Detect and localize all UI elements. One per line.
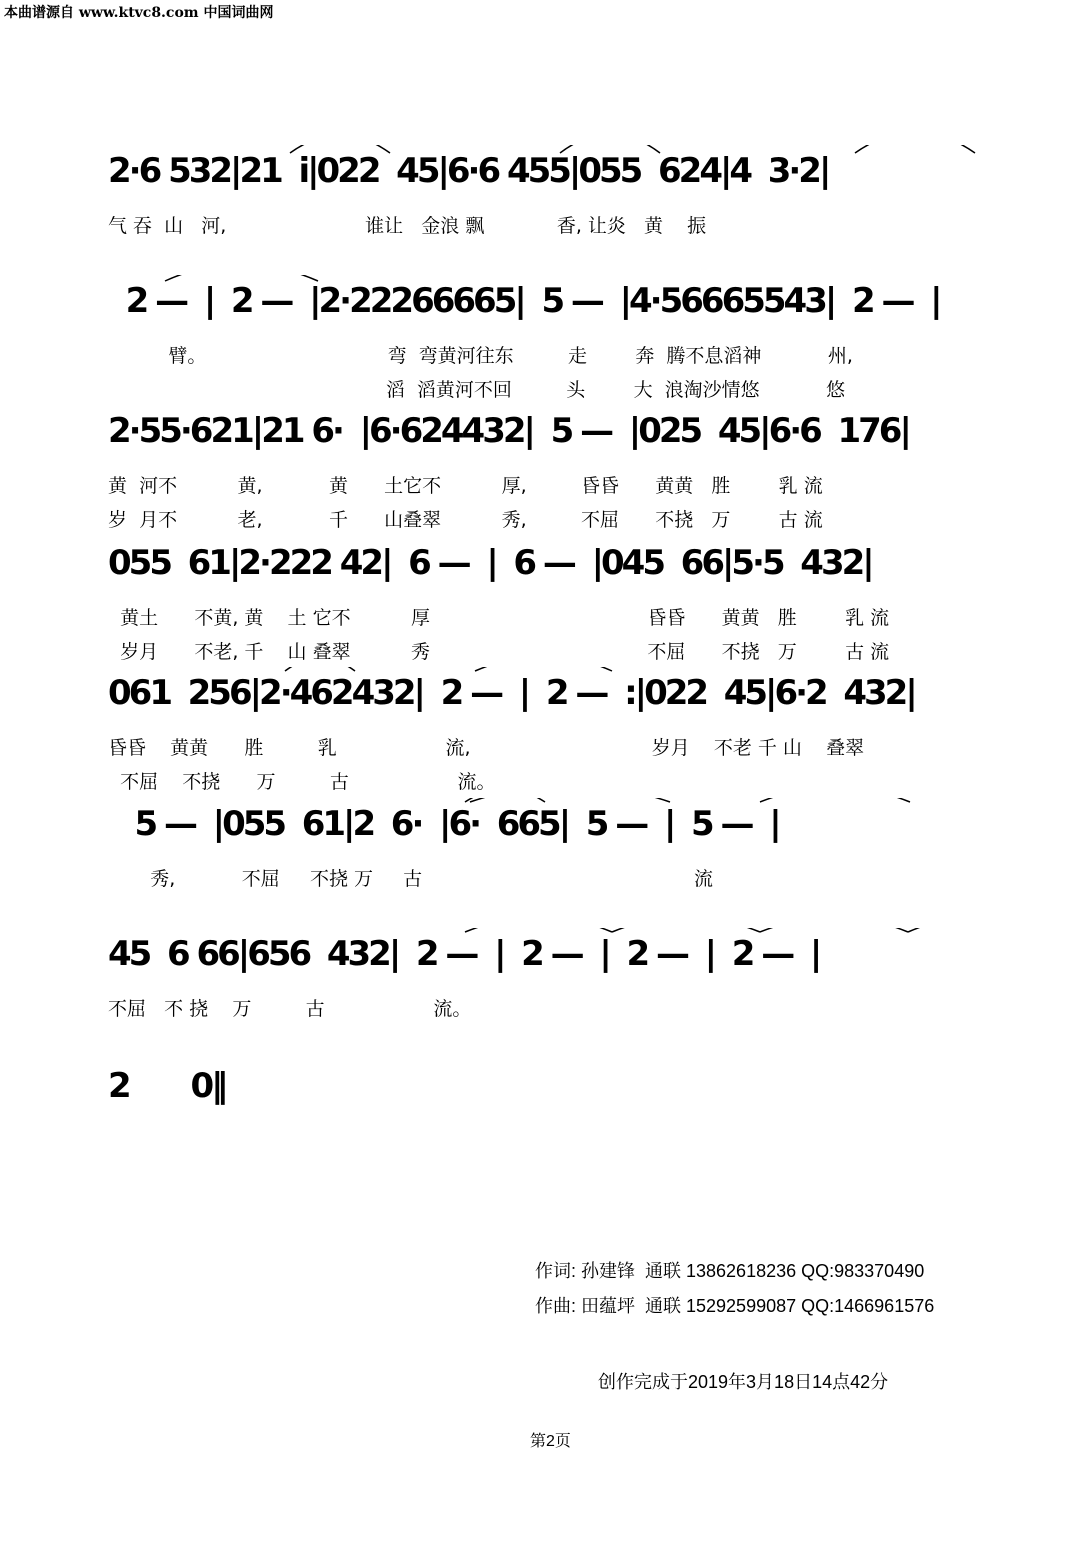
lyric-line: 臂。 弯 弯黄河往东 走 奔 腾不息滔神 州, [108, 345, 853, 367]
lyric-line: 不屈 不 挠 万 古 流。 [108, 998, 472, 1020]
lyric-line: 气 吞 山 河, 谁让 金浪 飘 香, 让炎 黄 振 [108, 215, 707, 237]
lyric-line: 岁 月不 老, 千 山叠翠 秀, 不屈 不挠 万 古 流 [108, 509, 823, 531]
lyric-line: 昏昏 黄黄 胜 乳 流, 岁月 不老 千 山 叠翠 [108, 737, 865, 759]
lyric-line: 黄土 不黄, 黄 土 它不 厚 昏昏 黄黄 胜 乳 流 [108, 607, 890, 629]
completion-date: 创作完成于2019年3月18日14点42分 [598, 1372, 889, 1392]
notation-line: 5 — |055 61|2 6· |6· 665| 5 — | 5 — | [108, 804, 779, 844]
lyric-line: 秀, 不屈 不挠 万 古 流 [108, 868, 713, 890]
notation-line: 45 6 66|656 432| 2 — | 2 — | 2 — | 2 — | [108, 934, 820, 974]
score-system-1 [0, 145, 1080, 245]
score-system-2 [0, 275, 1080, 405]
score-system-6 [0, 798, 1080, 898]
score-system-7 [0, 928, 1080, 1028]
score-system-3 [0, 405, 1080, 535]
notation-line: 055 61|2·222 42| 6 — | 6 — |045 66|5·5 432| [108, 543, 872, 583]
notation-line: 2 0‖ [108, 1066, 226, 1106]
notation-line: 2·6 532|21 i|022 45|6·6 455|055 624|4 3·2| [108, 151, 829, 191]
score-system-5 [0, 667, 1080, 797]
lyric-line: 滔 滔黄河不回 头 大 浪淘沙情悠 悠 [108, 379, 846, 401]
notation-line: 2 — | 2 — |2·22266665| 5 — |4·56665543| 2 — | [108, 281, 940, 321]
score-system-8 [0, 1060, 1080, 1120]
lyricist-credit: 作词: 孙建锋 通联 13862618236 QQ:983370490 [535, 1261, 925, 1281]
lyric-line: 黄 河不 黄, 黄 土它不 厚, 昏昏 黄黄 胜 乳 流 [108, 475, 823, 497]
notation-line: 061 256|2·462432| 2 — | 2 — :|022 45|6·2 432| [108, 673, 915, 713]
composer-credit: 作曲: 田蕴坪 通联 15292599087 QQ:1466961576 [535, 1296, 935, 1316]
score-system-4 [0, 537, 1080, 667]
site-source-header: 本曲谱源自 www.ktvc8.com 中国词曲网 [4, 5, 274, 21]
lyric-line: 不屈 不挠 万 古 流。 [108, 771, 496, 793]
notation-line: 2·55·621|21 6· |6·624432| 5 — |025 45|6·6 176| [108, 411, 909, 451]
page-number: 第2页 [530, 1433, 571, 1450]
lyric-line: 岁月 不老, 千 山 叠翠 秀 不屈 不挠 万 古 流 [108, 641, 890, 663]
